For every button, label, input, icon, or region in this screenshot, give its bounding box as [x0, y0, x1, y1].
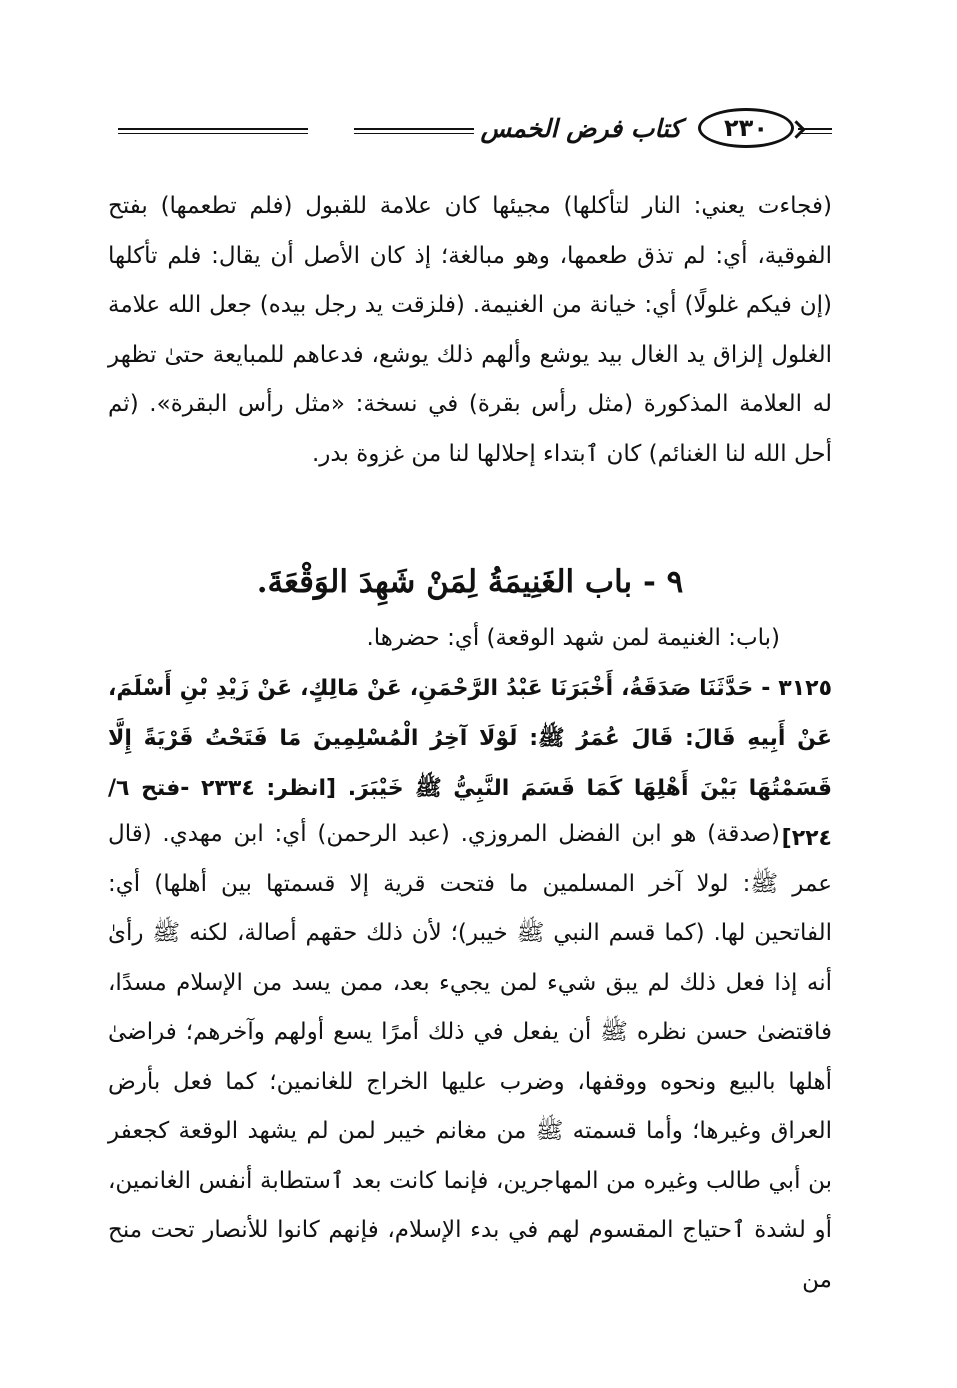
header-rule-middle	[354, 128, 474, 134]
hadith-text: ٣١٢٥ - حَدَّثَنَا صَدَقَةُ، أَخْبَرَنَا عَبْدُ الرَّحْمَنِ، عَنْ مَالِكٍ، عَنْ زَيْدِ بْنِ أَسْلَمَ، عَنْ أَبِيهِ قَالَ: قَالَ عُمَرُ ﷺ: لَوْلَا آخِرُ الْمُسْلِمِينَ مَا فَتَحْتُ قَرْيَةً إِلَّا قَسَمْتُهَا بَيْنَ أَهْلِهَا كَمَا قَسَمَ النَّبِيُّ ﷺ خَيْبَرَ.	[108, 676, 832, 801]
page-header	[108, 108, 832, 154]
commentary-paragraph-3	[108, 810, 832, 1305]
commentary-paragraph-2	[108, 614, 832, 664]
commentary-text-2: (باب: الغنيمة لمن شهد الوقعة) أي: حضرها.	[366, 625, 780, 651]
page-number: ٢٣٠	[698, 108, 794, 148]
hadith-reference: [انظر: ٢٣٣٤ -فتح ٦/ ٢٢٤]	[108, 776, 832, 851]
header-rule-right	[798, 128, 832, 134]
book-title: كتاب فرض الخمس	[480, 114, 682, 143]
commentary-paragraph-1	[108, 182, 832, 479]
header-rule-left	[118, 128, 308, 134]
commentary-text-1: (فجاءت يعني: النار لتأكلها) مجيئها كان علامة للقبول (فلم تطعمها) بفتح الفوقية، أي: لم تذق طعمها، وهو مبالغة؛ إذ كان الأصل أن يقال: فلم تأكلها (إن فيكم غلولًا) أي: خيانة من الغنيمة. (فلزقت يد رجل بيده) جعل الله علامة الغلول إلزاق يد الغال بيد يوشع وألهم ذلك يوشع، فدعاهم للمبايعة حتىٰ تظهر له العلامة المذكورة (مثل رأس بقرة) في نسخة: «مثل رأس البقرة». (ثم أحل الله لنا الغنائم) كان ٱبتداء إحلالها لنا من غزوة بدر.	[108, 193, 832, 467]
chapter-heading: ٩ - باب الغَنِيمَةُ لِمَنْ شَهِدَ الوَقْعَةَ.	[256, 564, 684, 600]
commentary-text-3: (صدقة) هو ابن الفضل المروزي. (عبد الرحمن) أي: ابن مهدي. (قال عمر ﷺ: لولا آخر المسلمين ما فتحت قرية إلا قسمتها بين أهلها) أي: الفاتحين لها. (كما قسم النبي ﷺ خيبر)؛ لأن ذلك حقهم أصالة، لكنه ﷺ رأىٰ أنه إذا فعل ذلك لم يبق شيء لمن يجيء بعد، ممن يسد من الإسلام مسدًا، فاقتضىٰ حسن نظره ﷺ أن يفعل في ذلك أمرًا يسع أولهم وآخرهم؛ فراضىٰ أهلها بالبيع ونحوه ووقفها، وضرب عليها الخراج للغانمين؛ كما فعل بأرض العراق وغيرها؛ وأما قسمته ﷺ من مغانم خيبر لمن لم يشهد الوقعة كجعفر بن أبي طالب وغيره من المهاجرين، فإنما كانت بعد ٱستطابة أنفس الغانمين، أو لشدة ٱحتياج المقسوم لهم في بدء الإسلام، فإنهم كانوا للأنصار تحت منح من	[108, 821, 832, 1293]
